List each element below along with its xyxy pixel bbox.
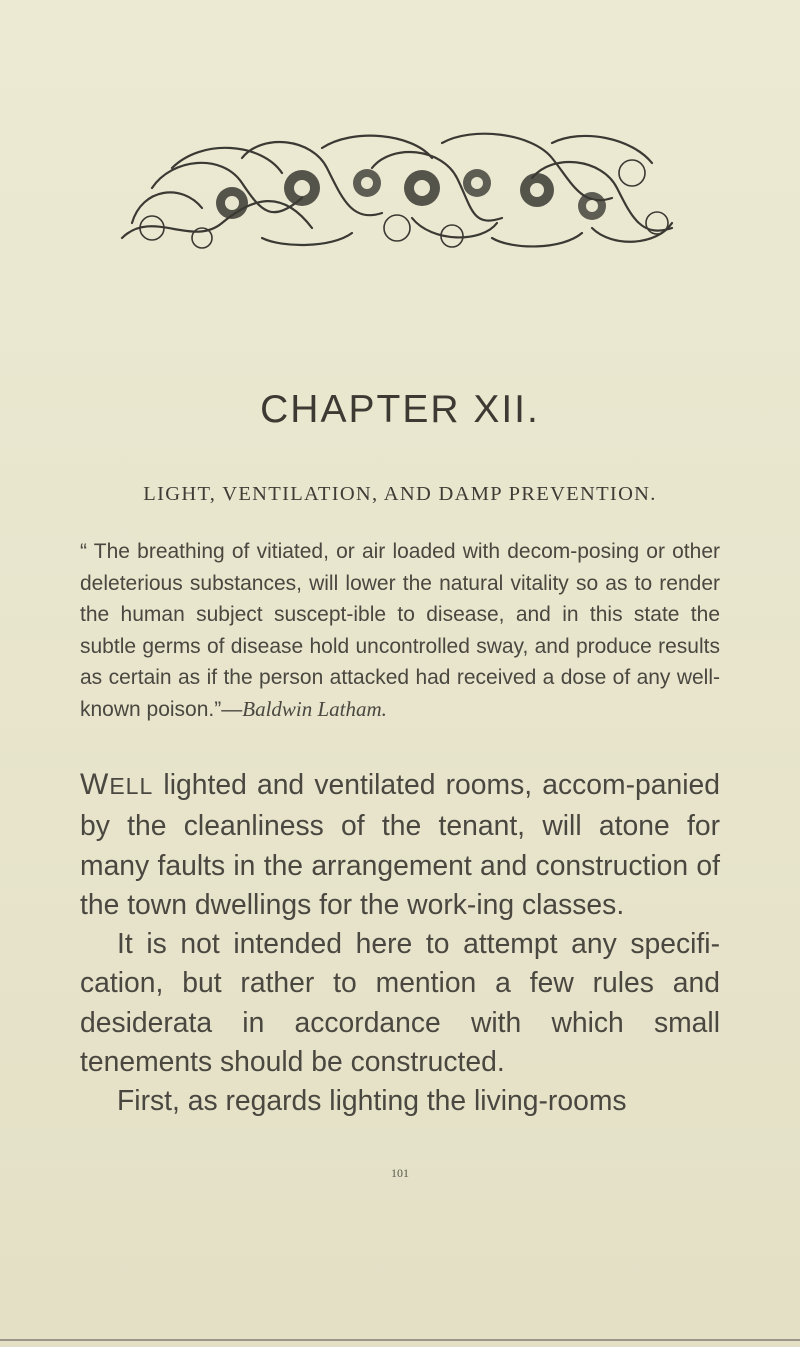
epigraph-author: Baldwin Latham.	[242, 696, 387, 721]
paragraph-1-text: lighted and ventilated rooms, accom-panied by the cleanliness of the tenant, will atone for many faults in the arrangement and construction of the town dwellings for the work-ing classes.	[80, 768, 720, 920]
body-paragraph-3: First, as regards lighting the living-rooms	[117, 1084, 627, 1117]
epigraph-quote: “ The breathing of vitiated, or air loaded with decom-posing or other deleterious substances, will lower the natural vitality so as to render the human subject suscept-ible to disease, and in this state the subtle germs of disease hold uncontrolled sway, and produce results as certain as if the person attacked had received a dose of any well-known poison.”—	[80, 540, 720, 721]
epigraph	[80, 536, 720, 726]
page-bottom-edge	[0, 1339, 800, 1341]
small-caps-lead: ELL	[109, 773, 154, 799]
decorative-headpiece-ornament	[112, 128, 682, 253]
body-text	[80, 765, 720, 1121]
epigraph-paragraph	[80, 536, 720, 726]
chapter-heading: CHAPTER XII.	[260, 388, 540, 431]
drop-initial: W	[80, 768, 110, 801]
body-paragraph-1	[80, 765, 720, 924]
body-paragraph-2: It is not intended here to attempt any specifi-cation, but rather to mention a few rules and desiderata in accordance with which small tenements should be constructed.	[80, 927, 720, 1078]
section-title: LIGHT, VENTILATION, AND DAMP PREVENTION.	[143, 483, 657, 505]
page-number: 101	[391, 1166, 409, 1180]
